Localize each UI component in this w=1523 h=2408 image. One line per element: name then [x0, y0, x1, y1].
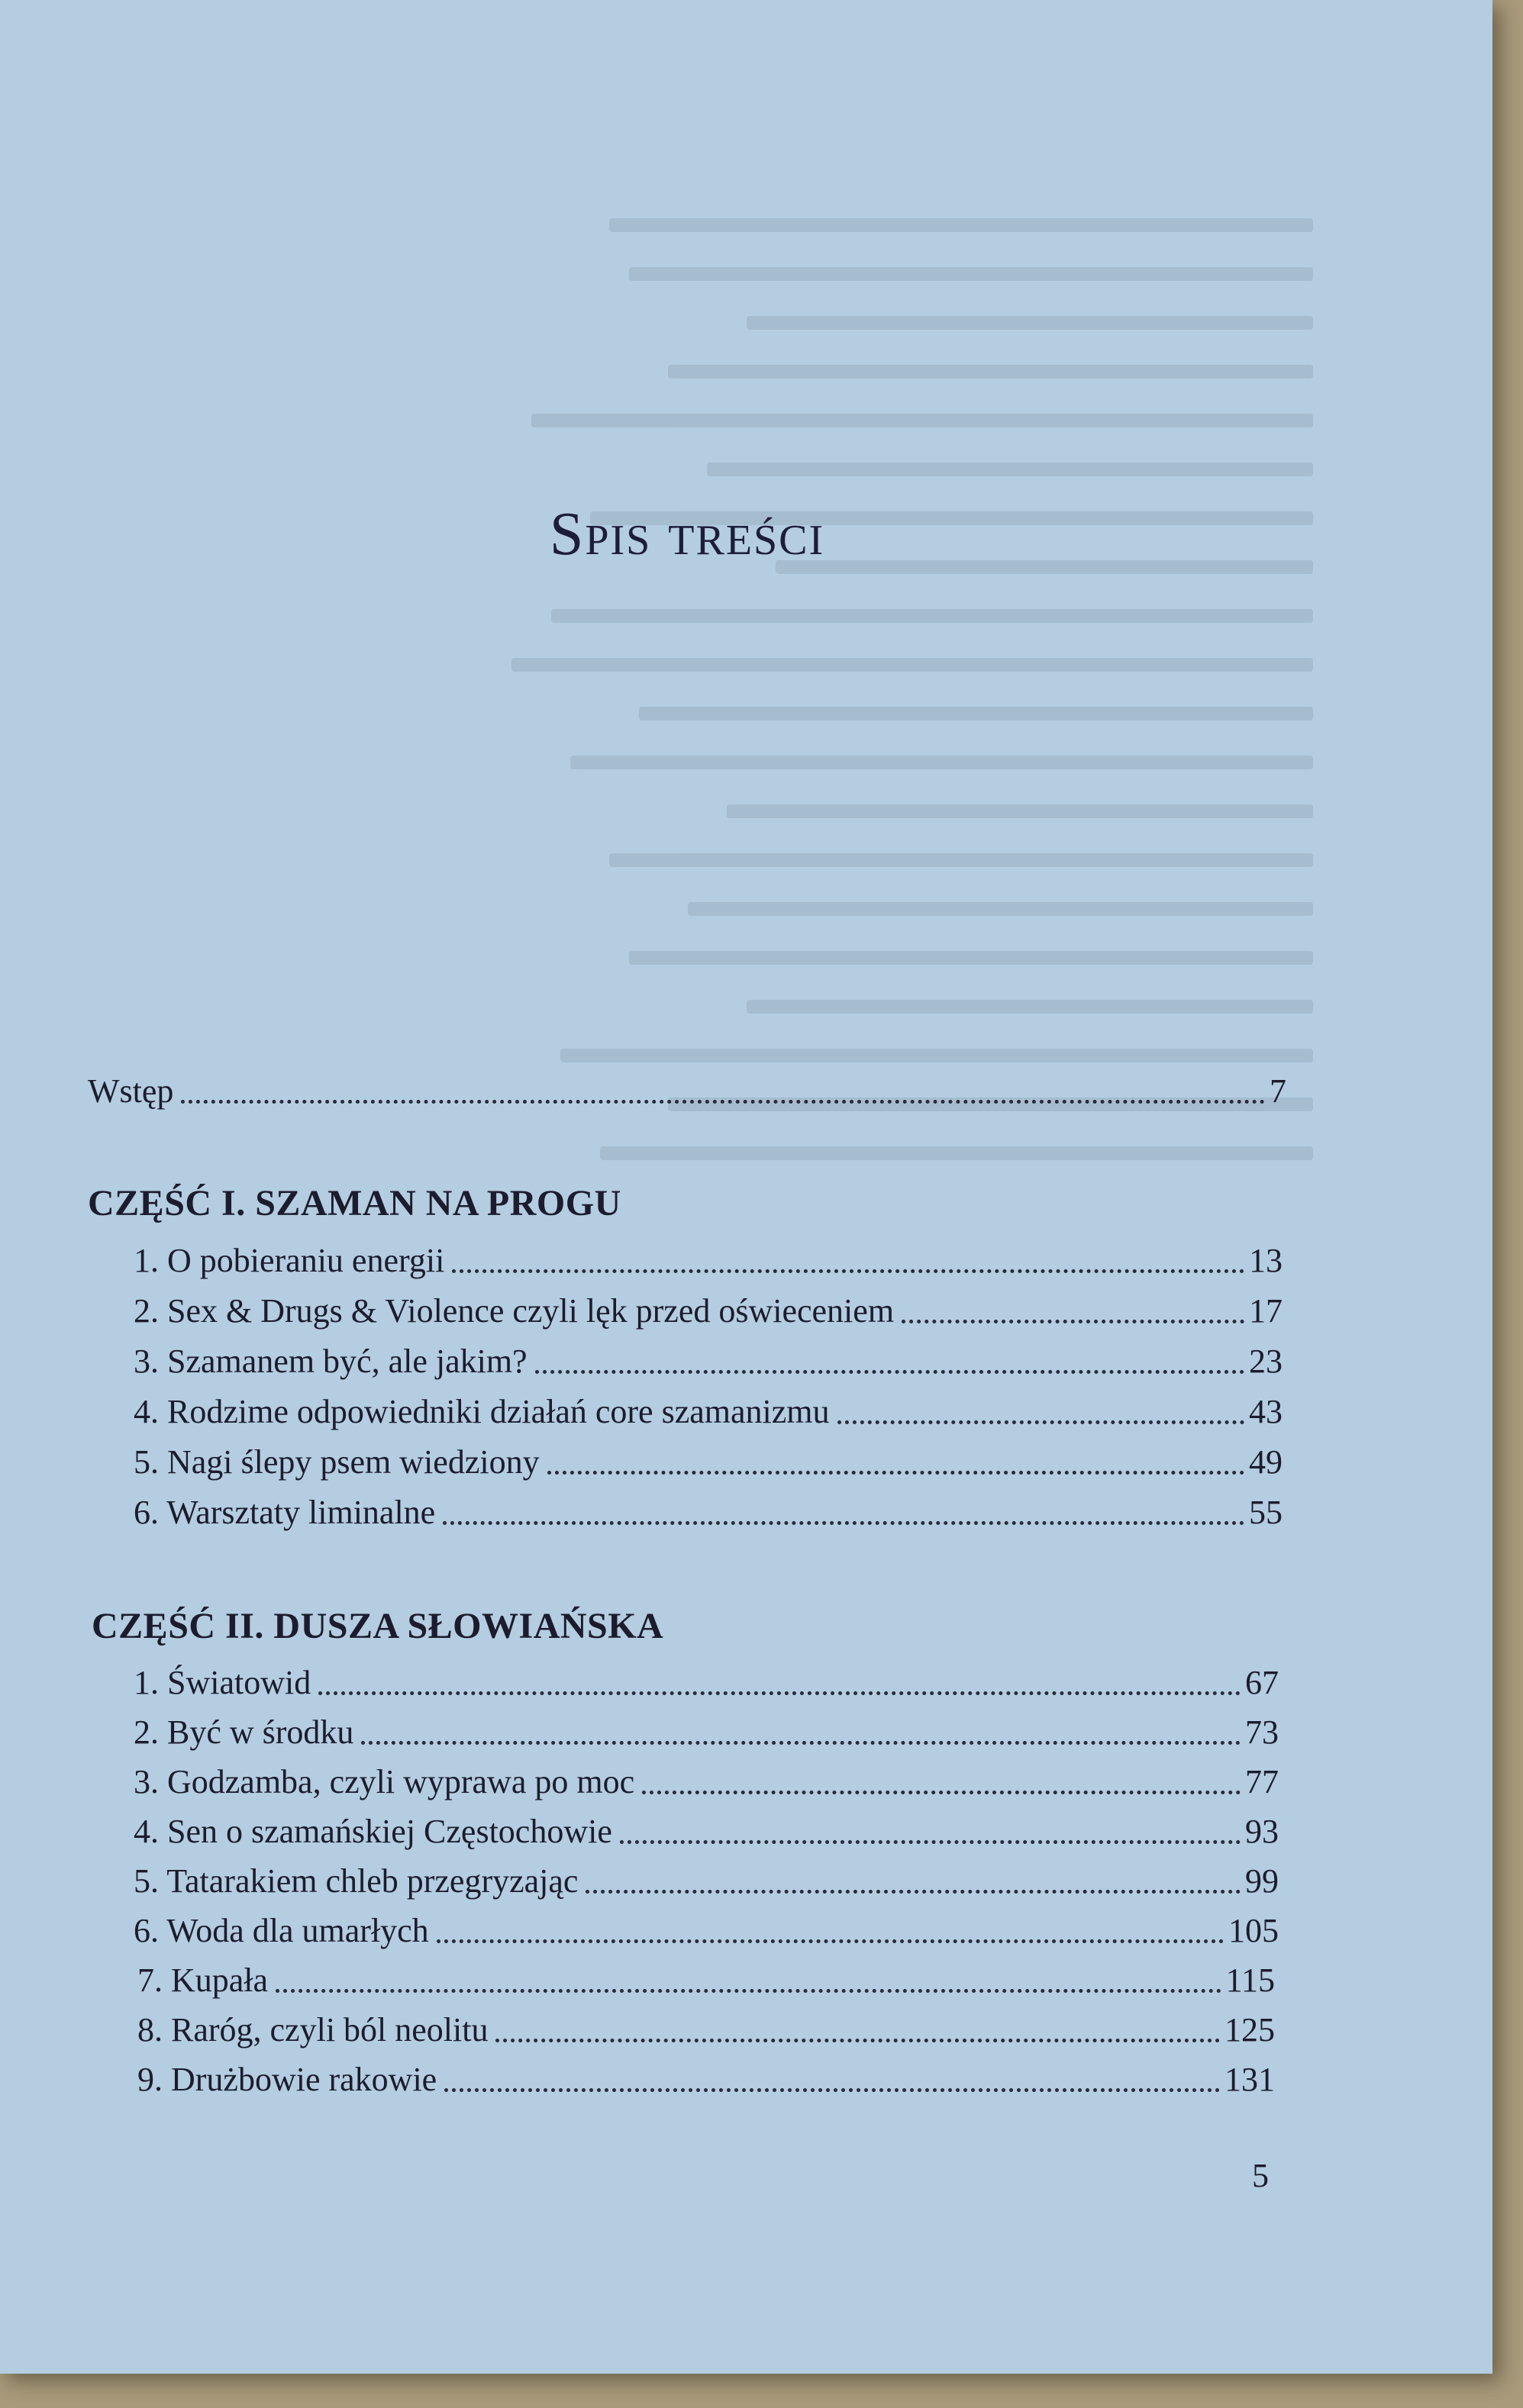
toc-entry[interactable]: [134, 1809, 1279, 1855]
toc-entry-label: 8. Raróg, czyli ból neolitu: [137, 2011, 489, 2049]
toc-entry[interactable]: [134, 1710, 1279, 1755]
toc-entry-label: 5. Nagi ślepy psem wiedziony: [134, 1443, 540, 1481]
toc-entry-page: 23: [1249, 1343, 1283, 1380]
toc-entry-label: 6. Woda dla umarłych: [134, 1912, 429, 1949]
toc-entry-label: 9. Drużbowie rakowie: [137, 2061, 437, 2098]
dot-leader: [181, 1100, 1265, 1104]
toc-entry[interactable]: [134, 1660, 1279, 1706]
dot-leader: [902, 1320, 1244, 1323]
toc-entry-label: 4. Sen o szamańskiej Częstochowie: [134, 1813, 612, 1850]
toc-entry-page: 13: [1249, 1242, 1283, 1279]
dot-leader: [276, 1989, 1221, 1993]
dot-leader: [642, 1791, 1241, 1794]
toc-entry-intro[interactable]: [88, 1069, 1286, 1114]
toc-entry-label: 5. Tatarakiem chleb przegryzając: [134, 1862, 579, 1900]
toc-entry-label: Wstęp: [88, 1072, 174, 1110]
toc-entry-page: 115: [1225, 1962, 1275, 1999]
toc-entry-label: 3. Godzamba, czyli wyprawa po moc: [134, 1763, 635, 1800]
toc-entry-page: 17: [1249, 1292, 1283, 1330]
dot-leader: [361, 1741, 1241, 1745]
toc-entry[interactable]: [134, 1858, 1279, 1904]
dot-leader: [452, 1269, 1244, 1273]
dot-leader: [444, 2088, 1220, 2092]
toc-entry-page: 131: [1225, 2061, 1275, 2098]
toc-entry[interactable]: [134, 1339, 1283, 1385]
toc-entry[interactable]: [134, 1389, 1283, 1435]
page-number: 5: [1252, 2157, 1269, 2194]
part-heading-2: CZĘŚĆ II. DUSZA SŁOWIAŃSKA: [92, 1606, 664, 1646]
toc-entry-label: 1. Światowid: [134, 1664, 311, 1701]
toc-entry-label: 7. Kupała: [137, 1962, 269, 1999]
bleed-through-text: [336, 183, 1313, 1481]
toc-entry-page: 43: [1249, 1393, 1283, 1430]
toc-entry[interactable]: [134, 1238, 1283, 1284]
toc-entry-label: 4. Rodzime odpowiedniki działań core szamanizmu: [134, 1393, 830, 1430]
toc-entry-label: 2. Sex & Drugs & Violence czyli lęk przed oświeceniem: [134, 1292, 895, 1330]
toc-entry[interactable]: [134, 1490, 1283, 1536]
toc-entry-page: 99: [1245, 1862, 1279, 1900]
toc-entry-page: 73: [1245, 1713, 1279, 1751]
dot-leader: [547, 1471, 1244, 1475]
dot-leader: [443, 1521, 1244, 1525]
part-heading-1: CZĘŚĆ I. SZAMAN NA PROGU: [88, 1183, 621, 1223]
toc-entry[interactable]: [137, 1958, 1275, 2003]
toc-entry-page: 93: [1245, 1813, 1279, 1850]
toc-entry-page: 7: [1270, 1072, 1286, 1110]
toc-entry-page: 125: [1225, 2011, 1275, 2049]
toc-entry[interactable]: [134, 1288, 1283, 1334]
dot-leader: [318, 1691, 1241, 1695]
toc-entry[interactable]: [137, 2057, 1275, 2103]
dot-leader: [620, 1840, 1241, 1844]
toc-entry[interactable]: [134, 1439, 1283, 1485]
dot-leader: [586, 1890, 1241, 1894]
toc-entry-page: 67: [1245, 1664, 1279, 1701]
toc-entry-label: 1. O pobieraniu energii: [134, 1242, 445, 1279]
toc-entry-label: 6. Warsztaty liminalne: [134, 1494, 436, 1531]
toc-entry-page: 55: [1249, 1494, 1283, 1531]
dot-leader: [535, 1370, 1244, 1374]
toc-entry[interactable]: [134, 1908, 1279, 1954]
toc-entry[interactable]: [137, 2007, 1275, 2053]
toc-entry-page: 49: [1249, 1443, 1283, 1481]
page-title: Spis treści: [549, 501, 825, 568]
toc-entry-page: 105: [1228, 1912, 1279, 1949]
toc-entry-page: 77: [1245, 1763, 1279, 1800]
dot-leader: [837, 1420, 1245, 1424]
toc-entry-label: 3. Szamanem być, ale jakim?: [134, 1343, 528, 1380]
toc-entry[interactable]: [134, 1759, 1279, 1805]
toc-entry-label: 2. Być w środku: [134, 1713, 354, 1751]
dot-leader: [495, 2039, 1220, 2042]
dot-leader: [437, 1939, 1224, 1943]
